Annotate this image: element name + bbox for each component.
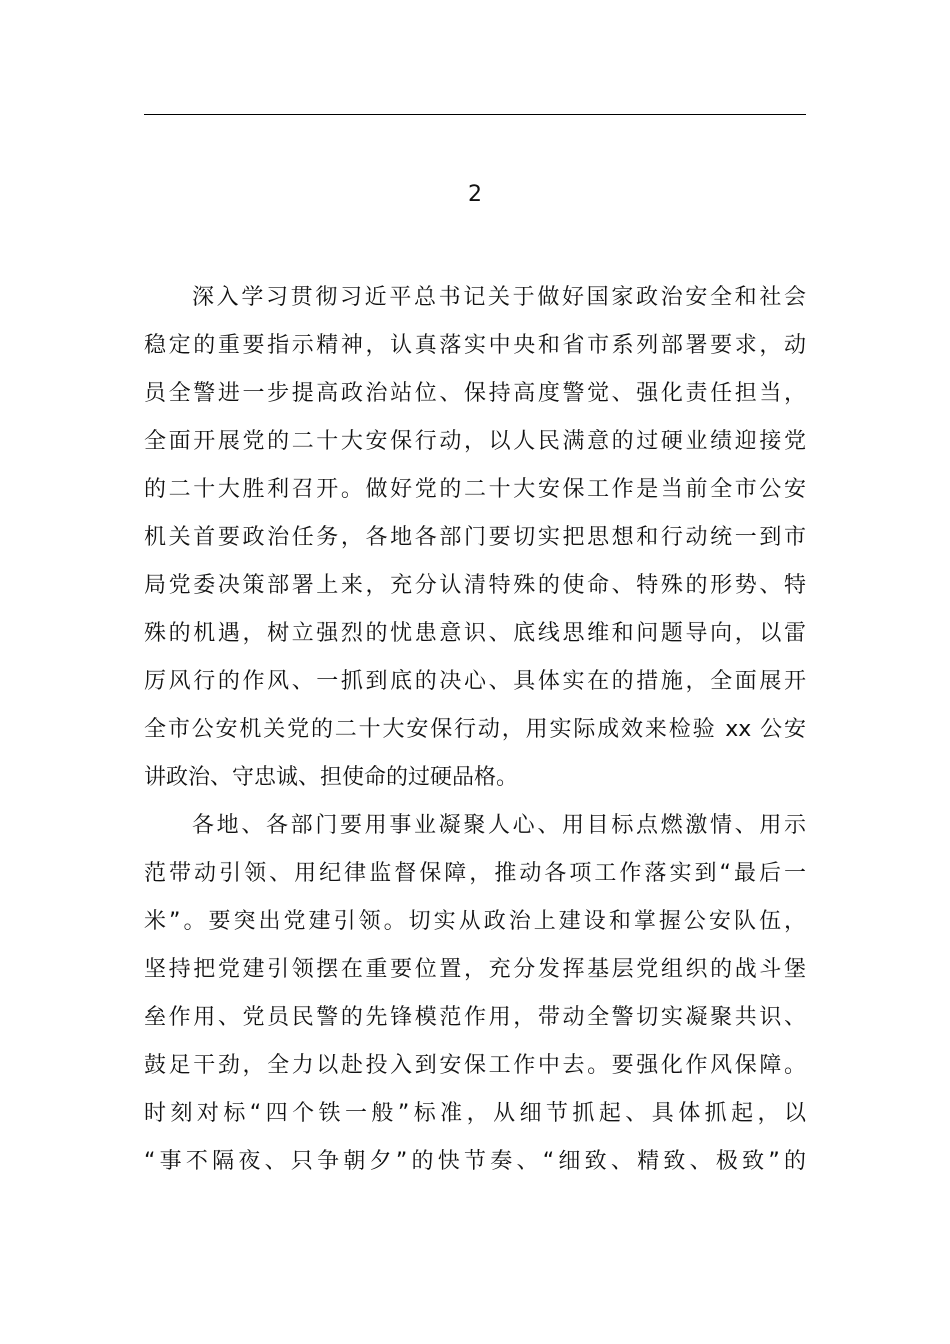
text-line: 坚持把党建引领摆在重要位置，充分发挥基层党组织的战斗堡 bbox=[144, 957, 806, 982]
text-line: 员全警进一步提高政治站位、保持高度警觉、强化责任担当， bbox=[144, 381, 806, 406]
text-line: 鼓足干劲，全力以赴投入到安保工作中去。要强化作风保障。 bbox=[144, 1053, 806, 1078]
paragraph-2 bbox=[144, 802, 806, 1186]
document-body bbox=[144, 274, 806, 1186]
paragraph-1 bbox=[144, 274, 806, 802]
text-line: 垒作用、党员民警的先锋模范作用，带动全警切实凝聚共识、 bbox=[144, 1005, 806, 1030]
text-line: 米”。要突出党建引领。切实从政治上建设和掌握公安队伍， bbox=[144, 909, 806, 934]
text-line: 全市公安机关党的二十大安保行动，用实际成效来检验 xx 公安 bbox=[144, 717, 806, 742]
header-rule bbox=[144, 114, 806, 115]
text-line: 全面开展党的二十大安保行动，以人民满意的过硬业绩迎接党 bbox=[144, 429, 806, 454]
text-line: 局党委决策部署上来，充分认清特殊的使命、特殊的形势、特 bbox=[144, 573, 806, 598]
text-line: 范带动引领、用纪律监督保障，推动各项工作落实到“最后一 bbox=[144, 861, 806, 886]
text-line: 深入学习贯彻习近平总书记关于做好国家政治安全和社会 bbox=[192, 285, 806, 310]
text-line: 讲政治、守忠诚、担使命的过硬品格。 bbox=[144, 765, 519, 790]
page-number: 2 bbox=[468, 182, 482, 207]
text-line: 机关首要政治任务，各地各部门要切实把思想和行动统一到市 bbox=[144, 525, 806, 550]
text-line: 的二十大胜利召开。做好党的二十大安保工作是当前全市公安 bbox=[144, 477, 806, 502]
text-line: 殊的机遇，树立强烈的忧患意识、底线思维和问题导向，以雷 bbox=[144, 621, 806, 646]
text-line: 厉风行的作风、一抓到底的决心、具体实在的措施，全面展开 bbox=[144, 669, 806, 694]
text-line: “事不隔夜、只争朝夕”的快节奏、“细致、精致、极致”的 bbox=[144, 1149, 806, 1174]
text-line: 稳定的重要指示精神，认真落实中央和省市系列部署要求，动 bbox=[144, 333, 806, 358]
text-line: 各地、各部门要用事业凝聚人心、用目标点燃激情、用示 bbox=[192, 813, 806, 838]
text-line: 时刻对标“四个铁一般”标准，从细节抓起、具体抓起，以 bbox=[144, 1101, 806, 1126]
